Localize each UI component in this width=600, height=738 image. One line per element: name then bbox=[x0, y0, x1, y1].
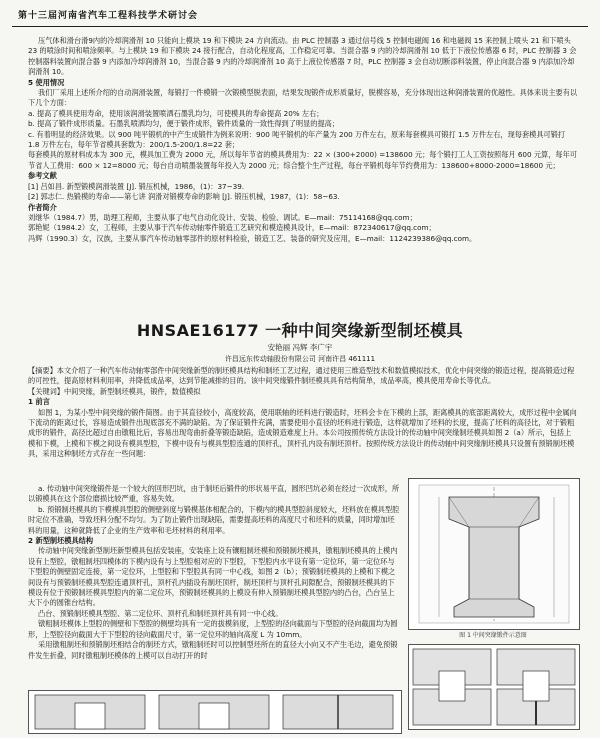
die-drawing bbox=[409, 645, 579, 729]
figure-3 bbox=[28, 690, 402, 734]
figure-2 bbox=[408, 644, 580, 730]
references-heading: 参考文献 bbox=[28, 171, 57, 181]
reference-1: [1] 吕如昌. 新型锻模润滑装置 [J]. 锻压机械，1986，(1)：37~39. bbox=[28, 181, 245, 191]
problem-a: a. 传动轴中间突缘锻件是一个较大的回形凹坑，由于制坯后锻件的形状易平直，圆形凹坑必须在经过一次成形，所以锻模具在这个部位磨损比较严重，容易失效。 bbox=[28, 484, 400, 504]
centerline-paragraph: 凸台、预锻制坯模具型腔、第二定位环、顶杆孔和制坯顶杆具有同一中心线。 bbox=[38, 608, 283, 618]
forging-drawing bbox=[409, 479, 579, 629]
draft-angle-paragraph: 镦粗制坯模体上型腔的侧壁和下型腔的侧壁均具有一定的拔模斜度，上型腔的径向截面与下型腔的径向截面均为圆形，上型腔径向截面大于下型腔的径向截面尺寸，第一定位环的轴向高度 L 为 10mm。 bbox=[28, 619, 398, 639]
author-bio-3: 冯辉（1990.3）女，汉族，主要从事汽车传动轴零部件的原材料检验，锻造工艺、装备的研究及应用，E—mail：1124239386@qq.com。 bbox=[28, 233, 477, 243]
intro-body: 如图 1，为某小型中间突缘的锻件简图。由于其直径较小，高度较高，使用联轴的坯料进行锻造时，坯料会卡在下模的上部，距离模具的底部距离较大，成形过程中金属向下流动的距离过长，容易造成锻件出现底部充不满的缺陷。为了保证锻件充满，需要使用小直径的坯料进行锻造，这样就增加了坯料的长度，提高了坯料的高径比，对于锻粗成形的锻件，高径比超过自由镦粗比后，容易出现弯曲折叠等锻造缺陷，造成锻造难度上升。本公司按照传统方法设计的传动轴中间突缘制坯模具如图 2（a）所示，包括上模和下模，上模和下模之间设有模具型腔，下模中设有与模具型腔连通的顶杆孔，顶杆孔内设有制坯顶杆。按照传统方法设计的传动轴中间突缘制坯模具只设置有预锻制坯模具，采用这种制坯方式存在一些问题： bbox=[28, 407, 577, 459]
article-institution: 许昌远东传动轴股份有限公司 河南许昌 461111 bbox=[224, 355, 376, 363]
author-bio-1: 刘继华（1984.7）男，助理工程师，主要从事了电气自动化设计、安装、检验、调试。E—mail：75114168@qq.com； bbox=[28, 212, 417, 222]
figure-1-caption: 图 1 中间突缘锻件示意图 bbox=[459, 632, 527, 639]
process-paragraph: 采用镦粗制坯和预锻制坯相结合的制坯方式，镦粗制坯时可以控制型坯所在的直径大小向又不产生毛边，避免预锻件发生折叠，同时镦粗制坯模体的上模可以自动打开的时 bbox=[28, 640, 398, 660]
intro-paragraph: 压气体和滑台滑9内的冷却润滑剂 10 只能向上模块 19 和下模块 24 方向流动。由 PLC 控制器 3 通过信号线 5 控制电磁阀 16 和电磁阀 15 来控制上喷头 21 和下喷头 23 的喷涂时间和喷涂频率。与上模块 19 和下模块 24 接行配合，自动化程度高，工作稳定可靠。当混合器 9 内的冷却润滑剂 10 低于下液位传感器 6 时，PLC 控制器 3 会控制器料装置向混合器 9 内添加冷却润滑剂 10，当混合器 9 内的冷却润滑剂 10 高于上液位传感器 7 时，PLC 控制器 3 会自动切断添料装置，停止向混合器 9 内添加冷却润滑剂 10。 bbox=[28, 36, 577, 77]
section-1-heading: 1 前言 bbox=[28, 397, 50, 407]
abstract-block bbox=[28, 366, 578, 460]
structure-paragraph: 传动轴中间突缘新型制坯新型模具包括安装座，安装座上设有镶粗制坯模和预锻制坯模具，镦粗制坯模具的上模内设有上型腔，镦粗制坯四模体的下模内设有与上型腔相对应的下型腔，下型腔内水平设有第一定位环，第一定位环与下型腔的侧壁固定连接，第一定位环，上型腔和下型腔具有同一中心线，如图 2（b）；预锻制坯模具的上模和下模之间设有与预锻制坯模具型腔连通顶杆孔，顶杆孔内插设有制坯顶杆，制坯顶杆与顶杆孔间隙配合，预锻制坯模具的下模设有位于预锻制坯模具型腔内的第二定位环，预锻制坯模具的上模设有伸入预锻制坯模具型腔内的凸台，凸台呈上大下小的圆锥台结构。 bbox=[28, 546, 398, 608]
keywords: 【关键词】中间突缘，新型制坯模具，锻件，数值模拟 bbox=[28, 386, 201, 396]
usage-paragraph: 我们厂采用上述所介绍的自动润滑装置，每锻打一件模锻一次锻模型脱表面，结果发现锻件成形质量好，脱模容易，充分体现出这种润滑装置的优越性。具体来说主要有以下几个方面： bbox=[28, 88, 578, 108]
usage-item-a: a. 提高了模具使用寿命，使用该润滑装置喷洒石墨乳均匀，可使模具的寿命提高 20% 左右； bbox=[28, 108, 324, 118]
abstract: 【摘要】本文介绍了一种汽车传动轴零部件中间突缘新型的制坯模具结构和制坯工艺过程，通过使用三维造型技术和数值模拟技术，优化中间突缘的锻造过程，提高锻造过程的可控性，提高原材料利用率，并降低成品率，达到节能减排的目的。该中间突缘锻件制坯模具具有结构简单，成品率高，模具使用寿命长等优点。 bbox=[28, 366, 575, 386]
new-die-drawing bbox=[29, 691, 401, 733]
left-column bbox=[28, 484, 400, 661]
usage-item-d: 每套模具的原材料成本为 300 元，模具加工费为 2000 元，所以每年节省的模具费用为：22 × (300+2000) =138600 元；每个锻打工人工资按照每月 600 元算，每年可节省人工费用：600 × 12=8000 元；每台自动喷墨装置每年投入为 2000 元；综合整个生产过程，每台平锻机每年节约费用为：138600+8000-2000=18600 元； bbox=[28, 150, 577, 170]
usage-item-c: c. 有着明显的经济效果。以 900 吨平锻机的中产生成锻件为例来说明：900 吨平锻机的年产量为 200 万件左右，原来每套模具可锻打 1.5 万件左右，现每套模具可锻打 1.8 万件左右，每年节省模具套数为：200/1.5-200/1.8=22 套； bbox=[28, 129, 566, 150]
header-rule bbox=[12, 26, 588, 27]
section-2-heading: 2 新型制坯模具结构 bbox=[28, 536, 94, 546]
running-header: 第十三届河南省汽车工程科技学术研讨会 bbox=[18, 11, 199, 21]
top-section bbox=[28, 36, 578, 244]
figure-1 bbox=[408, 478, 580, 630]
author-bio-2: 郭艳妮（1984.2）女，工程师，主要从事于汽车传动轴零件锻造工艺研究和模造模具设计，E—mail：872340617@qq.com； bbox=[28, 223, 436, 233]
section-5-heading: 5 使用情况 bbox=[28, 77, 65, 87]
usage-item-b: b. 提高了锻件成形质量。石墨乳喷洒均匀，便于锻件成形，锻件质量的一致性得到了明显的提高； bbox=[28, 119, 340, 129]
author-bio-heading: 作者简介 bbox=[28, 202, 57, 212]
problem-b: b. 预锻制坯模具的下模模具型腔的侧壁斜度与锻模基体相配合的，下模内的模具型腔斜度较大，坯料放在模具型腔时定位不准确，导致坯料分配不均匀。为了防止锻件出现缺陷，需要提高坯料的高度尺寸和坯料的质量，同时增加坯料的用量，这种就降低了企业的生产效率和毛坯材料的利用率。 bbox=[28, 504, 400, 535]
article-title: HNSAE16177 一种中间突缘新型制坯模具 bbox=[136, 321, 464, 340]
reference-2: [2] 郭志仁. 热锻模的寿命——第七讲 润滑对锻模寿命的影响 [J]. 锻压机械，1987，(1)：58~63. bbox=[28, 192, 340, 202]
article-authors: 安艳丽 冯辉 李广宇 bbox=[267, 343, 333, 352]
